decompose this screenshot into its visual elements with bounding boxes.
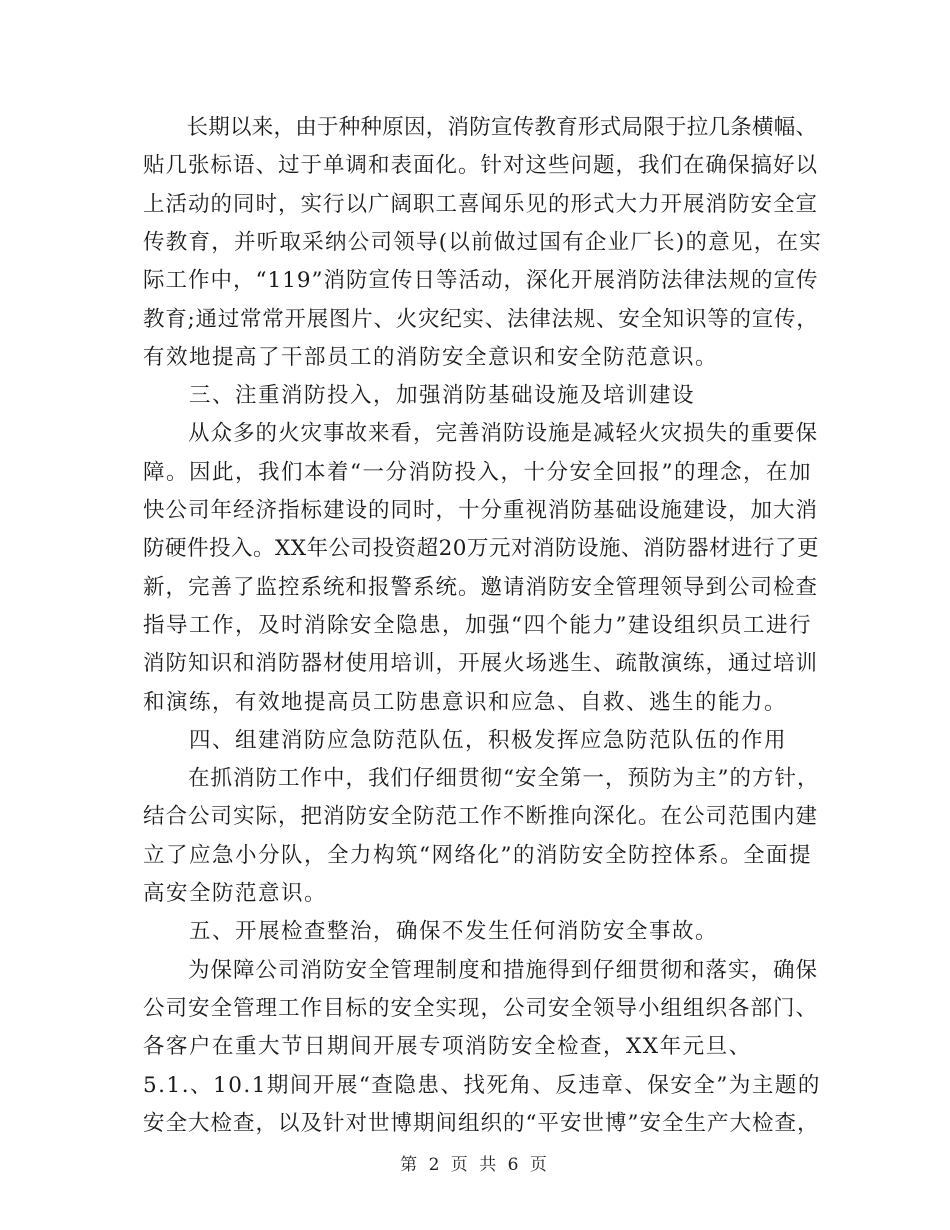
text-line: 和演练，有效地提高员工防患意识和应急、自救、逃生的能力。 [143, 689, 788, 715]
text-line: 防硬件投入。XX年公司投资超20万元对消防设施、消防器材进行了更 [143, 536, 819, 562]
text-line: 教育;通过常常开展图片、火灾纪实、法律法规、安全知识等的宣传， [143, 306, 819, 332]
text-line: 三、注重消防投入，加强消防基础设施及培训建设 [143, 383, 696, 409]
text-line: 消防知识和消防器材使用培训，开展火场逃生、疏散演练，通过培训 [143, 651, 819, 677]
text-line: 在抓消防工作中，我们仔细贯彻“安全第一，预防为主”的方针， [143, 766, 820, 792]
text-line: 际工作中，“119”消防宣传日等活动，深化开展消防法律法规的宣传 [143, 268, 819, 294]
text-line: 从众多的火灾事故来看，完善消防设施是减轻火灾损失的重要保 [143, 421, 819, 447]
text-line: 为保障公司消防安全管理制度和措施得到仔细贯彻和落实，确保 [143, 957, 819, 983]
text-line: 安全大检查，以及针对世博期间组织的“平安世博”安全生产大检查， [143, 1110, 820, 1136]
page-footer: 第 2 页 共 6 页 [400, 1155, 550, 1175]
text-line: 上活动的同时，实行以广阔职工喜闻乐见的形式大力开展消防安全宣 [143, 191, 819, 217]
text-line: 有效地提高了干部员工的消防安全意识和安全防范意识。 [143, 344, 719, 370]
text-line: 高安全防范意识。 [143, 881, 328, 906]
text-line: 五、开展检查整治，确保不发生任何消防安全事故。 [143, 919, 719, 945]
text-line: 5.1.、10.1期间开展“查隐患、找死角、反违章、保安全”为主题的 [143, 1072, 821, 1098]
text-line: 公司安全管理工作目标的安全实现，公司安全领导小组组织各部门、 [143, 995, 819, 1021]
text-line: 传教育，并听取采纳公司领导(以前做过国有企业厂长)的意见，在实 [143, 229, 823, 255]
text-line: 快公司年经济指标建设的同时，十分重视消防基础设施建设，加大消 [143, 498, 819, 523]
text-line: 障。因此，我们本着“一分消防投入，十分安全回报”的理念，在加 [143, 459, 812, 485]
text-line: 长期以来，由于种种原因，消防宣传教育形式局限于拉几条横幅、 [143, 115, 818, 140]
text-line: 结合公司实际，把消防安全防范工作不断推向深化。在公司范围内建 [143, 804, 819, 830]
text-line: 指导工作，及时消除安全隐患，加强“四个能力”建设组织员工进行 [143, 612, 812, 638]
text-line: 各客户在重大节日期间开展专项消防安全检查，XX年元旦、 [143, 1034, 752, 1060]
text-line: 贴几张标语、过于单调和表面化。针对这些问题，我们在确保搞好以 [143, 153, 819, 179]
text-line: 四、组建消防应急防范队伍，积极发挥应急防范队伍的作用 [143, 727, 788, 753]
text-line: 立了应急小分队，全力构筑“网络化”的消防安全防控体系。全面提 [143, 842, 812, 868]
text-line: 新，完善了监控系统和报警系统。邀请消防安全管理领导到公司检查 [143, 574, 819, 600]
